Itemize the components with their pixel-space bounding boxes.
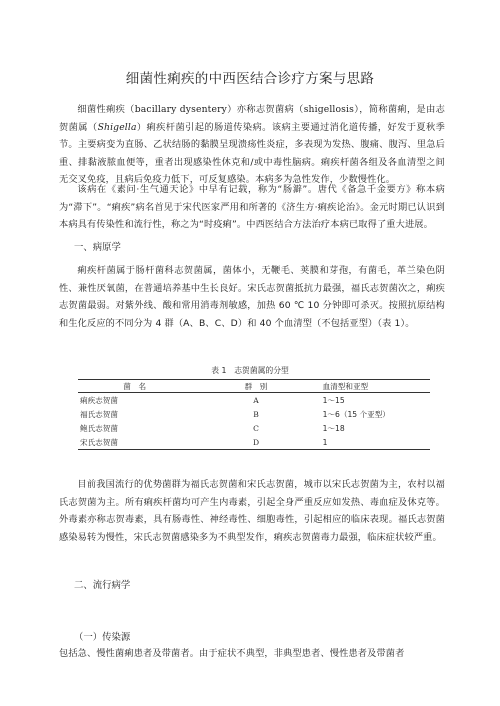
prevalence-paragraph [59, 476, 445, 546]
text-run: ），简称菌痢，是由志贺菌属（ [59, 104, 446, 133]
intro-paragraph-2 [59, 181, 445, 234]
paragraph-text: 痢疾杆菌属于肠杆菌科志贺菌属，菌体小，无鞭毛、荚膜和芽孢，有菌毛，革兰染色阴性、兼性厌氧菌，在普通培养基中生长良好。宋氏志贺菌抵抗力最强，福氏志贺菌次之，痢疾志贺菌最弱。对紫外线、酸和常用消毒剂敏感，加热 60 ℃ 10 分钟即可杀灭。按照抗原结构和生化反应的不同分为 4 群（A、B、C、D）和 40 个血清型（不包括亚型）（表 1）。 [59, 265, 445, 329]
column-header: 菌 名 [78, 380, 189, 393]
table-cell: D [189, 435, 322, 450]
table-row [78, 421, 430, 435]
table-cell: A [253, 395, 259, 405]
intro-paragraph-1 [59, 101, 445, 189]
paragraph-text: 该病在《素问·生气通天论》中早有记载，称为“肠澼”。唐代《备急千金要方》称本病为“滞下”。“痢疾”病名首见于宋代医家严用和所著的《济生方·痢疾论治》。金元时期已认识到本病具有传染性和流行性，称之为“时疫痢”。中西医结合方法治疗本病已取得了重大进展。 [59, 184, 445, 231]
shigella-classification-table [78, 379, 430, 450]
text-run: ）痢疾杆菌引起的肠道传染病。该病主要通过消化道传播，好发于夏秋季节。主要病变为直肠、乙状结肠的黏膜呈现溃疡性炎症，多表现为发热、腹痛、腹泻、里急后重、排黏液脓血便等，重者出现感染性休克和/或中毒性脑病。痢疾杆菌各组及各血清型之间无交叉免疫，且病后免疫力低下，可反复感染。本病多为急性发作，少数慢性化。 [59, 121, 445, 186]
table-cell: 宋氏志贺菌 [78, 435, 189, 450]
table-cell: B [253, 409, 259, 419]
table-cell: 鲍氏志贺菌 [80, 423, 118, 433]
paragraph-text: 包括急、慢性菌痢患者及带菌者。由于症状不典型，非典型患者、慢性患者及带菌者 [59, 648, 405, 659]
column-header: 血清型和亚型 [323, 380, 430, 393]
term-shigella: Shigella [97, 121, 137, 133]
table-cell: 痢疾志贺菌 [80, 395, 118, 405]
table-cell: 1 [323, 435, 430, 450]
table-row [78, 393, 430, 408]
document-title: 细菌性痢疾的中西医结合诊疗方案与思路 [125, 71, 375, 87]
infection-source-paragraph [59, 645, 445, 663]
table-row [78, 435, 430, 450]
section-heading-etiology: 一、病原学 [74, 242, 121, 253]
paragraph-text: 目前我国流行的优势菌群为福氏志贺菌和宋氏志贺菌，城市以宋氏志贺菌为主，农村以福氏志贺菌为主。所有痢疾杆菌均可产生内毒素，引起全身严重反应如发热、毒血症及休克等。外毒素亦称志贺毒素，具有肠毒性、神经毒性、细胞毒性，引起相应的临床表现。福氏志贺菌感染易转为慢性，宋氏志贺菌感染多为不典型发作，痢疾志贺菌毒力最强，临床症状较严重。 [59, 479, 445, 543]
etiology-paragraph [59, 262, 445, 332]
table-caption: 表 1 志贺菌属的分型 [211, 366, 289, 375]
table-header-row [78, 380, 430, 393]
table-row [78, 407, 430, 421]
text-run: ）亦称志贺菌病（ [226, 104, 304, 115]
table-cell: 福氏志贺菌 [80, 409, 118, 419]
term-bacillary-dysentery: bacillary dysentery [134, 104, 227, 115]
table-cell: 1～18 [322, 423, 345, 433]
table-cell: C [253, 423, 259, 433]
section-heading-epidemiology: 二、流行病学 [74, 580, 131, 591]
text-run: 细菌性痢疾（ [77, 104, 135, 115]
subsection-heading-infection-source: （一）传染源 [74, 632, 131, 643]
table-cell: 1～15 [322, 395, 345, 405]
column-header: 群 别 [189, 380, 322, 393]
table-cell: 1～6（15 个亚型） [322, 409, 390, 419]
term-shigellosis: shigellosis [303, 104, 355, 115]
